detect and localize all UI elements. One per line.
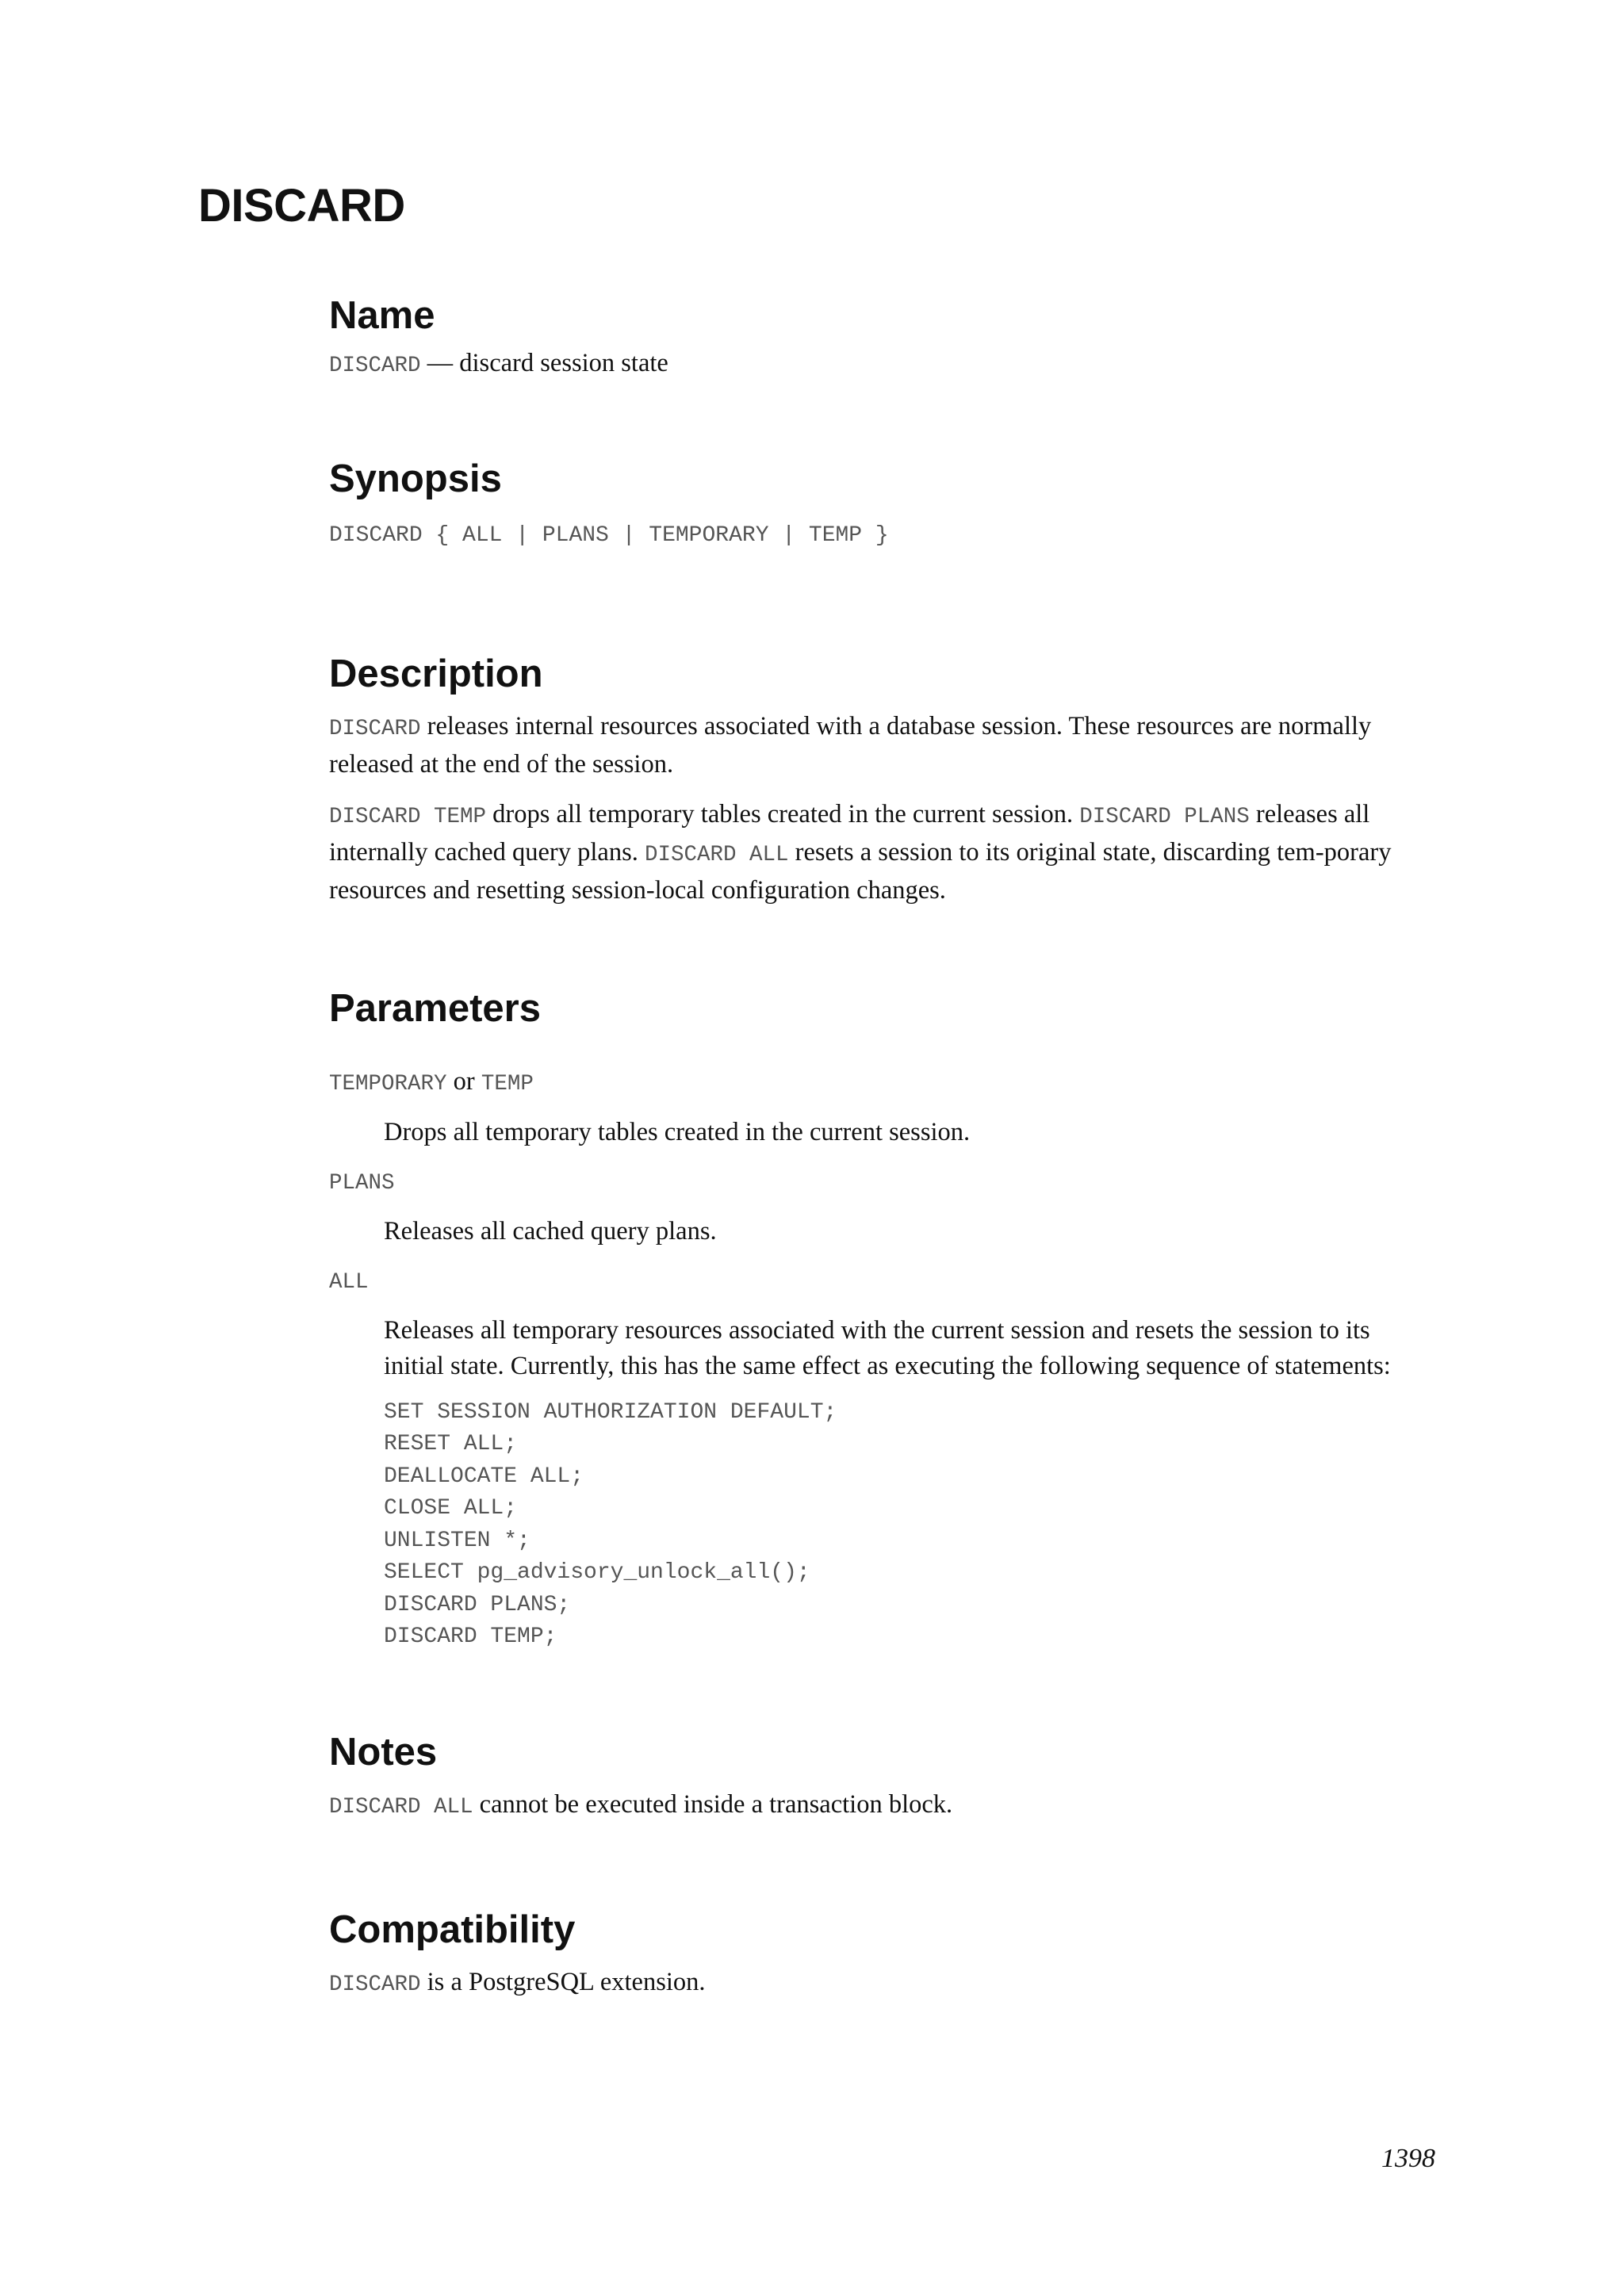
- name-section: [329, 295, 1435, 384]
- notes-heading: Notes: [329, 1731, 438, 1774]
- description-text-1: releases internal resources associated with a database session. These resources are normally released at the end of the session.: [329, 711, 1372, 779]
- param-desc-plans: Releases all cached query plans.: [384, 1216, 717, 1246]
- code-line: DEALLOCATE ALL;: [384, 1464, 584, 1489]
- notes-text: cannot be executed inside a transaction block.: [473, 1789, 953, 1819]
- page-title: DISCARD: [198, 180, 405, 232]
- compatibility-code-discard: DISCARD: [329, 1972, 421, 1997]
- compatibility-heading: Compatibility: [329, 1908, 576, 1951]
- command-summary: — discard session state: [420, 348, 668, 377]
- param-code-plans: PLANS: [329, 1170, 395, 1196]
- page-number: 1398: [1381, 2144, 1435, 2173]
- parameters-heading: Parameters: [329, 987, 541, 1030]
- code-line: CLOSE ALL;: [384, 1496, 518, 1521]
- description-code-discard-plans: DISCARD PLANS: [1079, 804, 1250, 829]
- param-term-all: [329, 1262, 1435, 1300]
- command-name: DISCARD: [329, 353, 421, 378]
- name-heading: Name: [329, 294, 435, 337]
- description-code-discard: DISCARD: [329, 716, 421, 741]
- code-line: DISCARD TEMP;: [384, 1624, 557, 1650]
- param-desc-all: Releases all temporary resources associated with the current session and resets the session to its initial state. Currently, this has the same effect as executing the following sequence of statements:: [384, 1315, 1391, 1380]
- synopsis-heading: Synopsis: [329, 457, 502, 500]
- code-line: RESET ALL;: [384, 1432, 518, 1457]
- param-or-text: or: [446, 1066, 481, 1096]
- code-line: DISCARD PLANS;: [384, 1592, 571, 1617]
- description-text-2c: resets a session to its original state, discarding tem-porary resources and resetting session-local configuration changes.: [329, 837, 1392, 905]
- notes-paragraph: [329, 1787, 1435, 1825]
- notes-code-discard-all: DISCARD ALL: [329, 1794, 473, 1820]
- code-line: UNLISTEN *;: [384, 1528, 530, 1553]
- param-term-temporary: [329, 1064, 1435, 1102]
- description-text-2a: drops all temporary tables created in the current session.: [486, 799, 1080, 828]
- code-line: SELECT pg_advisory_unlock_all();: [384, 1560, 810, 1586]
- compatibility-section: [329, 1909, 1435, 2003]
- code-line: SET SESSION AUTHORIZATION DEFAULT;: [384, 1399, 837, 1425]
- param-code-all: ALL: [329, 1269, 369, 1295]
- description-code-discard-all: DISCARD ALL: [644, 842, 789, 867]
- synopsis-code: DISCARD { ALL | PLANS | TEMPORARY | TEMP }: [329, 522, 889, 548]
- description-section: [329, 653, 1435, 909]
- compatibility-paragraph: [329, 1965, 1435, 2003]
- name-line: [329, 346, 1435, 384]
- synopsis-section: [329, 458, 1435, 552]
- param-all-code-block: [329, 1397, 1435, 1654]
- parameters-section: [329, 988, 1435, 1654]
- description-text-2b: releases all internally cached query plans.: [329, 799, 1370, 867]
- compatibility-text: is a PostgreSQL extension.: [420, 1967, 706, 1996]
- description-heading: Description: [329, 652, 543, 695]
- description-paragraph-1: [329, 709, 1435, 783]
- param-code-temporary: TEMPORARY: [329, 1071, 447, 1096]
- description-paragraph-2: [329, 797, 1435, 909]
- param-desc-temporary: Drops all temporary tables created in the current session.: [384, 1117, 971, 1146]
- notes-section: [329, 1732, 1435, 1825]
- description-code-discard-temp: DISCARD TEMP: [329, 804, 487, 829]
- param-code-temp: TEMP: [481, 1071, 534, 1096]
- param-term-plans: [329, 1163, 1435, 1201]
